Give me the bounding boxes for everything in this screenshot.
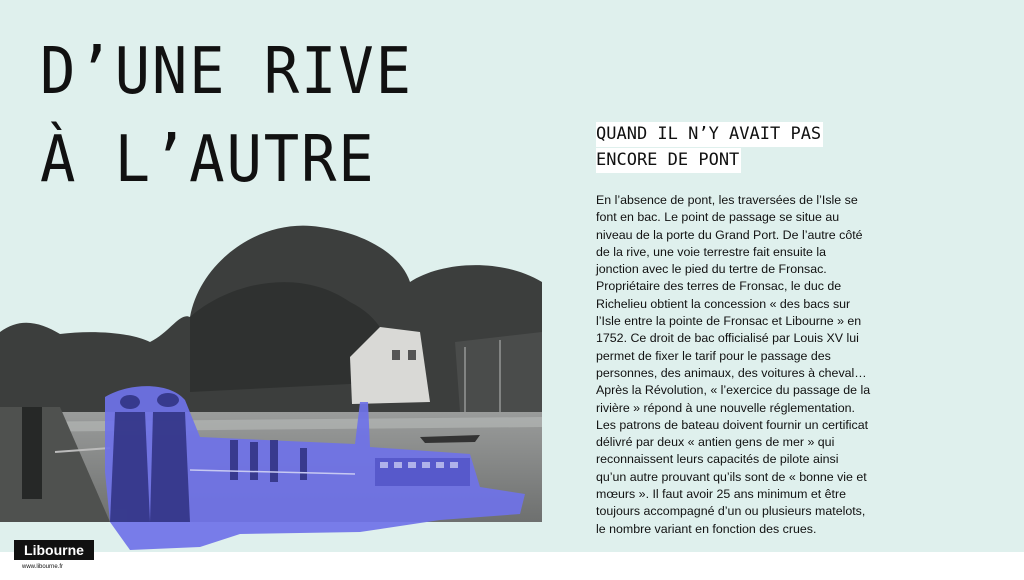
section-subtitle xyxy=(596,122,823,174)
logo-wordmark: Libourne xyxy=(14,540,94,560)
shed xyxy=(455,332,542,412)
body-paragraph: En l’absence de pont, les traversées de l’Isle se font en bac. Le point de passage se situe au niveau de la porte du Grand Port. De l’autre côté de la rive, une voie terrestre fait ensuite la jonction avec le pied du tertre de Fronsac. Propriétaire des terres de Fronsac, le duc de Richelieu obtient la concession « des bacs sur l’Isle entre la pointe de Fronsac et Libourne » en 1752. Ce droit de bac officialisé par Louis XV lui permet de fixer le tarif pour le passage des personnes, des animaux, des voitures à cheval… Après la Révolution, « l’exercice du passage de la rivière » répond à une nouvelle réglementation. Les patrons de bateau doivent fournir un certificat délivré par deux « antien gens de mer » qui reconnaissent leurs capacités de pilote ainsi qu’un autre prouvant qu’ils sont de « bonne vie et mœurs ». Il faut avoir 25 ans minimum et être toujours accompagné d’un ou plusieurs matelots, le nombre variant en fonction des crues. xyxy=(596,193,871,536)
historical-ferry-photo xyxy=(0,222,542,552)
title-line-1: D’UNE RIVE xyxy=(40,35,413,109)
logo-url: www.libourne.fr xyxy=(22,564,64,570)
subtitle-line-2: ENCORE DE PONT xyxy=(596,148,741,173)
title-line-2: À L’AUTRE xyxy=(40,123,376,197)
page-title xyxy=(40,28,413,204)
subtitle-line-1: QUAND IL N’Y AVAIT PAS xyxy=(596,122,823,147)
libourne-logo[interactable] xyxy=(14,538,104,576)
footer-band xyxy=(0,552,1024,580)
